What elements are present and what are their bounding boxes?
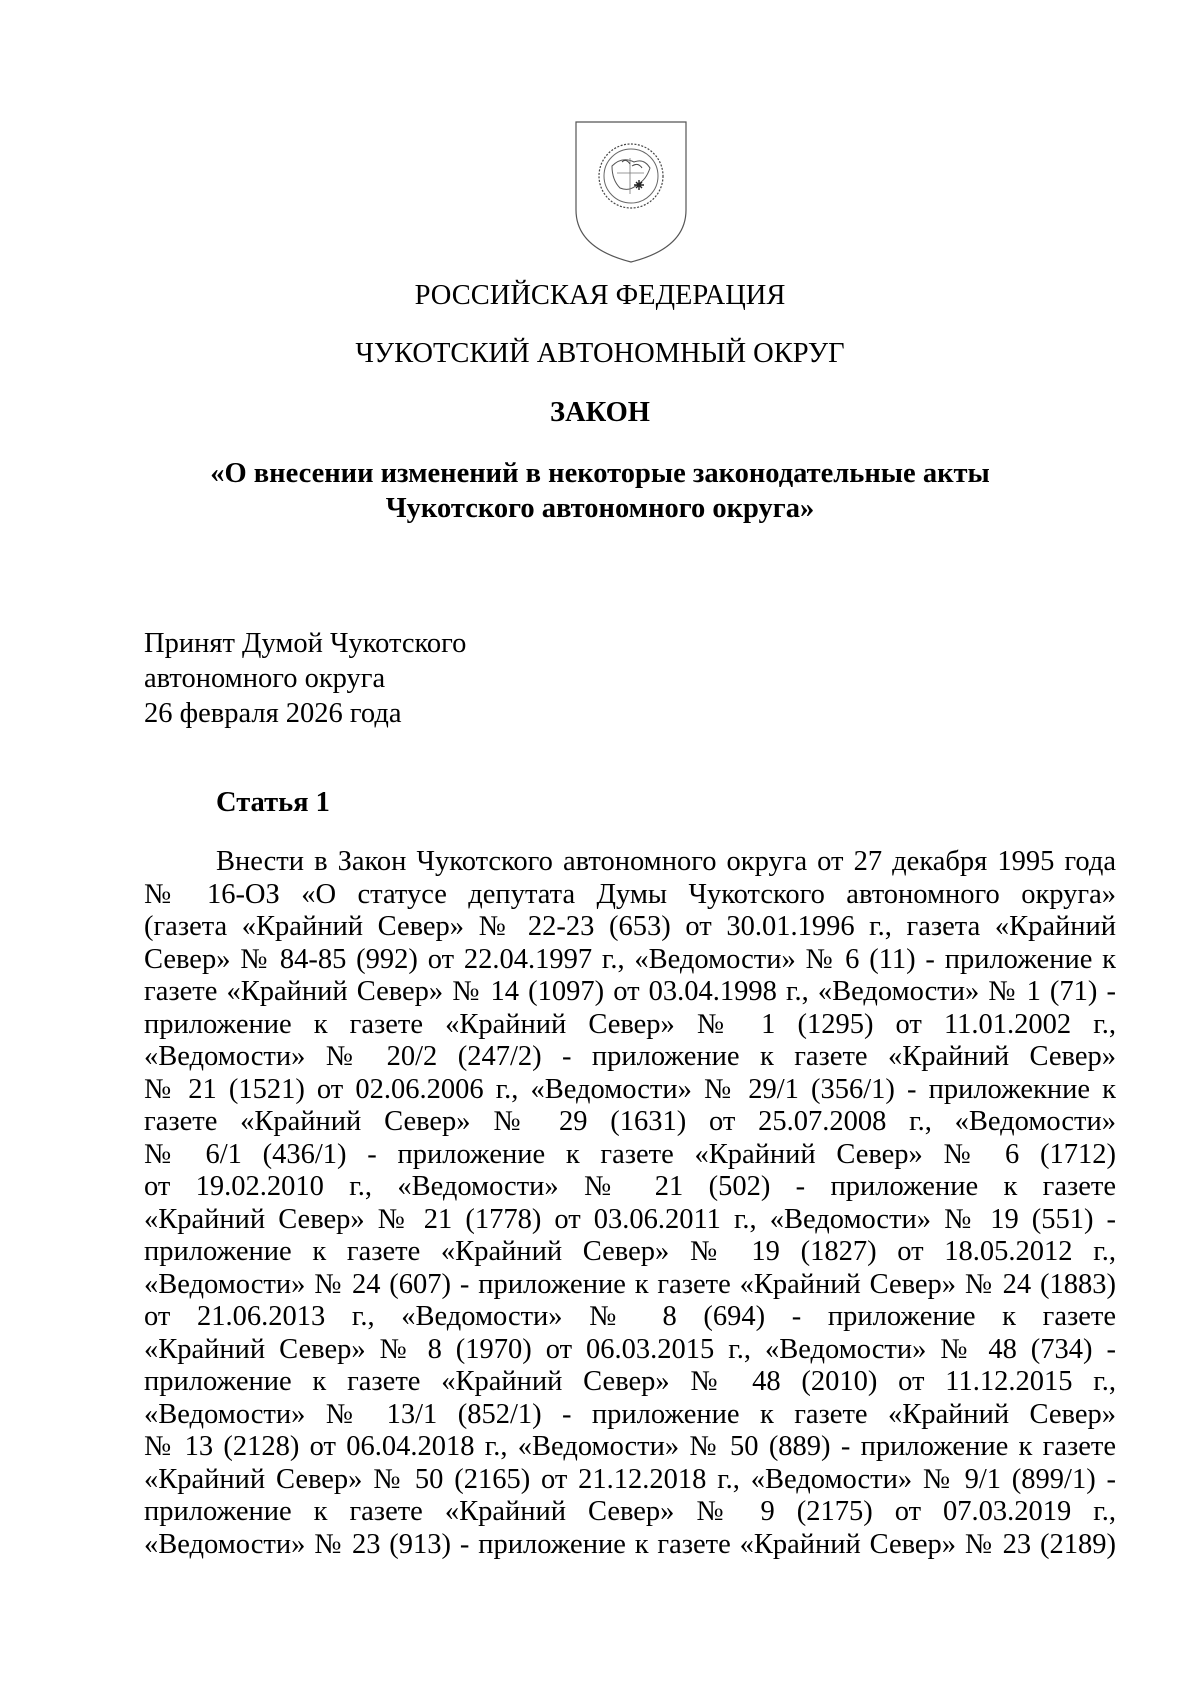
- coat-of-arms-emblem-icon: [572, 118, 690, 266]
- article-text-line: от 21.06.2013 г., «Ведомости» № 8 (694) - приложение к газете: [144, 1301, 1116, 1332]
- article-text-line: газете «Крайний Север» № 29 (1631) от 25.07.2008 г., «Ведомости»: [144, 1106, 1116, 1137]
- adoption-date: 26 февраля 2026 года: [144, 698, 402, 729]
- article-text-line: приложение к газете «Крайний Север» № 19 (1827) от 18.05.2012 г.,: [144, 1236, 1116, 1267]
- law-title-line-1: «О внесении изменений в некоторые законодательные акты: [210, 458, 990, 489]
- article-text-line: «Крайний Север» № 21 (1778) от 03.06.2011 г., «Ведомости» № 19 (551) -: [144, 1203, 1116, 1235]
- article-text-line: «Ведомости» № 13/1 (852/1) - приложение к газете «Крайний Север»: [144, 1398, 1116, 1430]
- article-text-line: Внести в Закон Чукотского автономного округа от 27 декабря 1995 года: [216, 846, 1116, 877]
- law-title-line-2: Чукотского автономного округа»: [385, 493, 815, 524]
- adoption-line-1: Принят Думой Чукотского: [144, 628, 467, 659]
- article-text-line: № 16-ОЗ «О статусе депутата Думы Чукотского автономного округа»: [144, 878, 1116, 910]
- article-text-line: приложение к газете «Крайний Север» № 1 (1295) от 11.01.2002 г.,: [144, 1008, 1116, 1040]
- article-text-line: от 19.02.2010 г., «Ведомости» № 21 (502) - приложение к газете: [144, 1171, 1116, 1202]
- article-body: [144, 846, 1116, 1561]
- adoption-line-2: автономного округа: [144, 663, 386, 694]
- article-text-line: № 13 (2128) от 06.04.2018 г., «Ведомости» № 50 (889) - приложение к газете: [144, 1431, 1116, 1462]
- region-heading: ЧУКОТСКИЙ АВТОНОМНЫЙ ОКРУГ: [355, 338, 845, 369]
- article-text-line: газете «Крайний Север» № 14 (1097) от 03.04.1998 г., «Ведомости» № 1 (71) -: [144, 976, 1116, 1007]
- article-text-line: приложение к газете «Крайний Север» № 48 (2010) от 11.12.2015 г.,: [144, 1366, 1116, 1397]
- article-text-line: (газета «Крайний Север» № 22-23 (653) от 30.01.1996 г., газета «Крайний: [144, 911, 1116, 942]
- adoption-info: [144, 626, 466, 731]
- article-text-line: «Крайний Север» № 8 (1970) от 06.03.2015 г., «Ведомости» № 48 (734) -: [144, 1333, 1116, 1365]
- article-text-line: Север» № 84-85 (992) от 22.04.1997 г., «Ведомости» № 6 (11) - приложение к: [144, 943, 1116, 975]
- article-heading: Статья 1: [216, 787, 330, 818]
- country-heading: РОССИЙСКАЯ ФЕДЕРАЦИЯ: [414, 280, 786, 311]
- article-text-line: «Ведомости» № 23 (913) - приложение к газете «Крайний Север» № 23 (2189): [144, 1528, 1116, 1560]
- article-text-line: № 21 (1521) от 02.06.2006 г., «Ведомости» № 29/1 (356/1) - приложекние к: [144, 1073, 1116, 1105]
- article-text-line: № 6/1 (436/1) - приложение к газете «Крайний Север» № 6 (1712): [144, 1138, 1116, 1170]
- article-text-line: «Ведомости» № 20/2 (247/2) - приложение к газете «Крайний Север»: [144, 1041, 1116, 1072]
- doc-type-heading: ЗАКОН: [550, 397, 650, 428]
- article-text-line: «Ведомости» № 24 (607) - приложение к газете «Крайний Север» № 24 (1883): [144, 1268, 1116, 1300]
- article-text-line: приложение к газете «Крайний Север» № 9 (2175) от 07.03.2019 г.,: [144, 1496, 1116, 1527]
- article-text-line: «Крайний Север» № 50 (2165) от 21.12.2018 г., «Ведомости» № 9/1 (899/1) -: [144, 1463, 1116, 1495]
